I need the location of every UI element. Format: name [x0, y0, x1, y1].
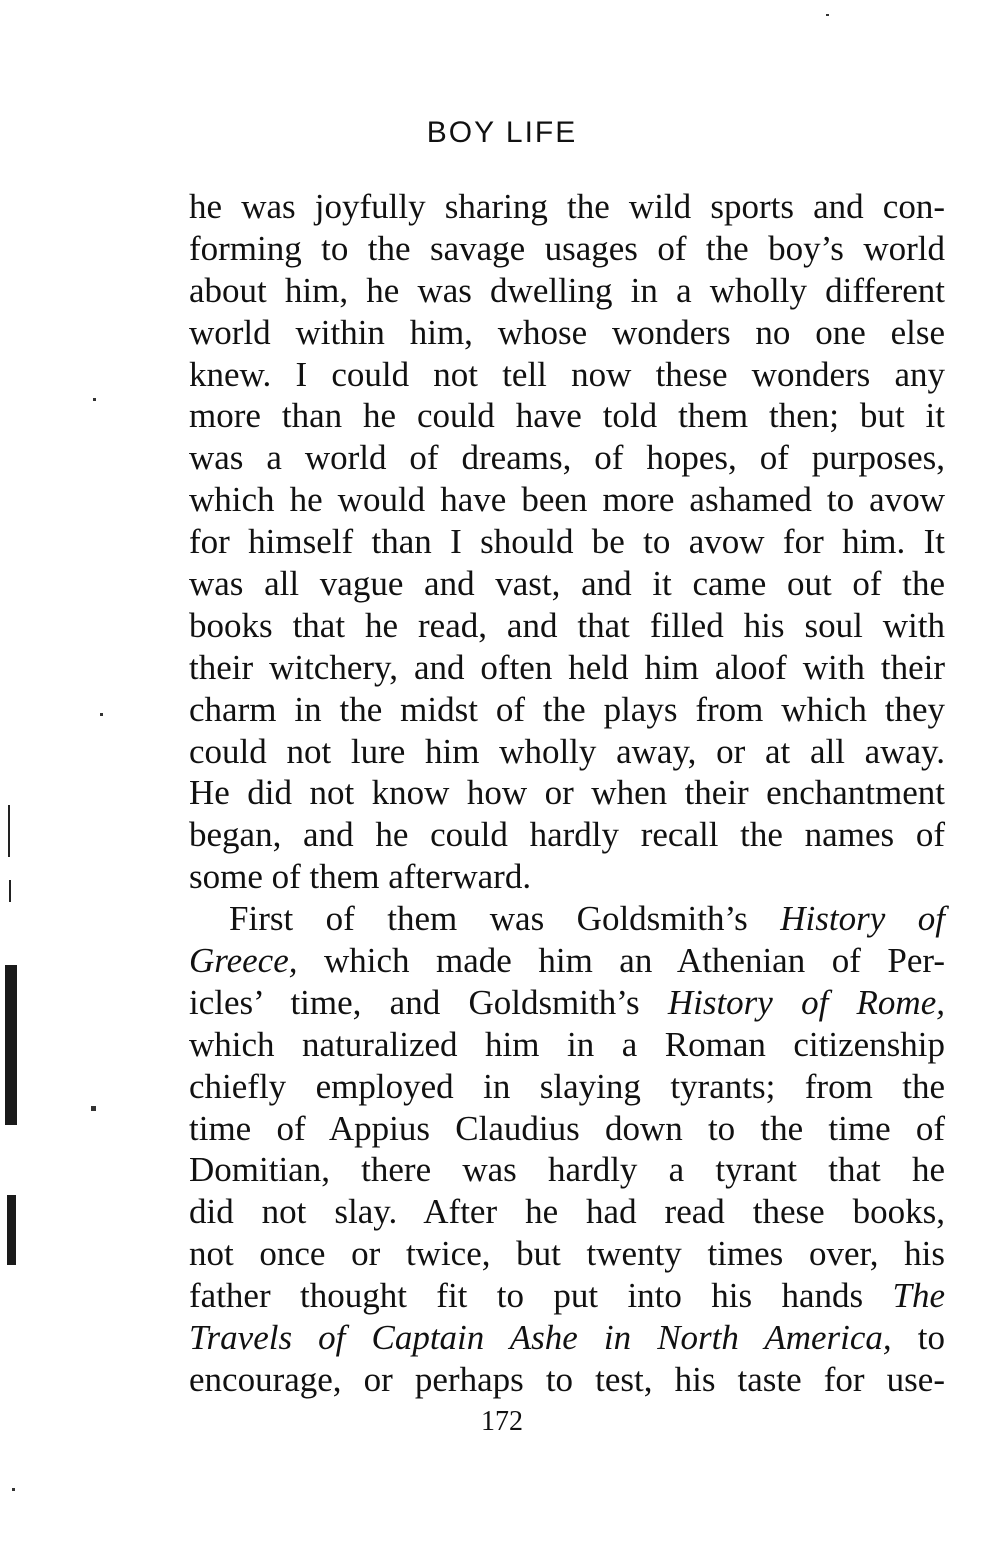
text-line: forming to the savage usages of the boy’s world	[189, 228, 945, 268]
text-line: Travels of Captain Ashe in North America, to	[189, 1318, 945, 1358]
scan-mark	[5, 965, 17, 1125]
text-line: charm in the midst of the plays from which they	[189, 689, 945, 729]
scan-speck	[826, 14, 829, 16]
text-line: not once or twice, but twenty times over, his	[189, 1234, 945, 1274]
text-line: did not slay. After he had read these books,	[189, 1192, 945, 1232]
text-line: their witchery, and often held him aloof with their	[189, 647, 945, 687]
text-line: world within him, whose wonders no one else	[189, 312, 945, 352]
text-line: he was joyfully sharing the wild sports and con-	[189, 187, 945, 226]
text-line: some of them afterward.	[189, 857, 532, 897]
text-line: He did not know how or when their enchantment	[189, 773, 945, 813]
italic-title: Travels of Captain Ashe in North America,	[189, 1318, 892, 1358]
text-line: which naturalized him in a Roman citizenship	[189, 1024, 945, 1064]
running-head: BOY LIFE	[426, 116, 578, 149]
text-line: could not lure him wholly away, or at all away.	[189, 731, 945, 771]
text-line: time of Appius Claudius down to the time of	[189, 1108, 945, 1148]
text-line: for himself than I should be to avow for him. It	[189, 522, 945, 562]
italic-title: History of Rome,	[667, 982, 945, 1022]
text-line: encourage, or perhaps to test, his taste for use-	[189, 1359, 945, 1399]
text-line: which he would have been more ashamed to avow	[189, 480, 945, 520]
text-line: father thought fit to put into his hands The	[189, 1276, 945, 1316]
italic-title: The	[892, 1276, 945, 1316]
text-line: about him, he was dwelling in a wholly different	[189, 270, 945, 310]
text-line: knew. I could not tell now these wonders any	[189, 354, 945, 394]
text-line: icles’ time, and Goldsmith’s History of Rome,	[189, 982, 945, 1022]
scan-speck	[91, 1106, 96, 1111]
text-line: Greece, which made him an Athenian of Per-	[189, 941, 945, 981]
text-line: was a world of dreams, of hopes, of purposes,	[189, 438, 945, 478]
page-number: 172	[481, 1406, 523, 1437]
text-line: books that he read, and that filled his soul with	[189, 605, 945, 645]
text-line: began, and he could hardly recall the names of	[189, 815, 945, 855]
paragraph-first-line: First of them was Goldsmith’s History of	[229, 899, 945, 939]
italic-title: History of	[780, 899, 945, 939]
scan-speck	[100, 713, 103, 716]
italic-title: Greece,	[189, 941, 298, 981]
scan-mark	[9, 880, 11, 902]
text-line: chiefly employed in slaying tyrants; from the	[189, 1066, 945, 1106]
scan-speck	[93, 398, 96, 401]
text-line: was all vague and vast, and it came out of the	[189, 564, 945, 604]
scan-speck	[12, 1488, 15, 1491]
scan-mark	[7, 1195, 16, 1265]
body-text	[189, 186, 945, 1401]
scan-mark	[8, 805, 10, 857]
text-line: Domitian, there was hardly a tyrant that he	[189, 1150, 945, 1190]
text-line: more than he could have told them then; but it	[189, 396, 945, 436]
